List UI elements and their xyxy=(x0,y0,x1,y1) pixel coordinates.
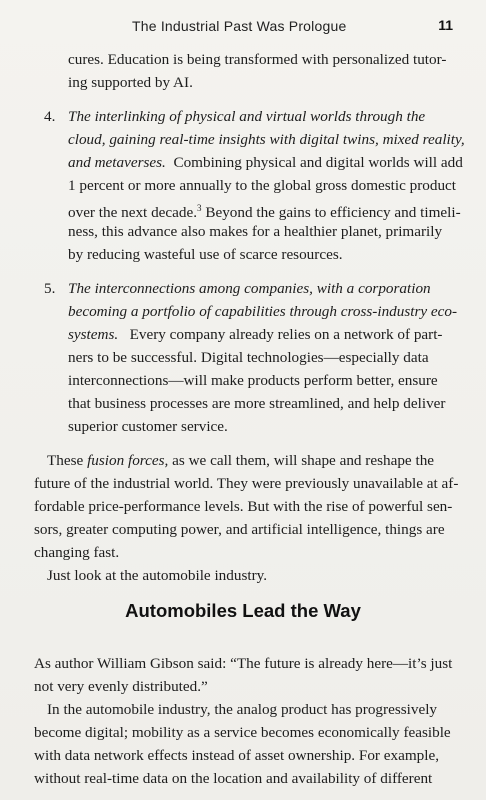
text-line xyxy=(68,323,443,347)
text-line: changing fast. xyxy=(34,544,120,561)
text-line: interconnections—will make products perform better, ensure xyxy=(68,372,438,389)
text-line xyxy=(47,449,434,473)
text-line: with data network effects instead of asset ownership. For example, xyxy=(34,747,440,764)
list-item-heading: The interconnections among companies, with a corporation xyxy=(68,280,431,297)
text-segment: Every company already relies on a network of part- xyxy=(118,326,443,343)
list-item-heading: becoming a portfolio of capabilities through cross-industry eco- xyxy=(68,303,458,320)
text-line: sors, greater computing power, and artificial intelligence, things are xyxy=(34,521,445,538)
text-line xyxy=(68,151,463,175)
text-line: future of the industrial world. They were previously unavailable at af- xyxy=(34,475,459,492)
text-line: ing supported by AI. xyxy=(68,74,193,91)
text-segment: over the next decade. xyxy=(68,204,198,221)
text-segment: as we call them, will shape and reshape the xyxy=(168,452,435,469)
text-line: become digital; mobility as a service becomes economically feasible xyxy=(34,724,451,741)
text-line: As author William Gibson said: “The future is already here—it’s just xyxy=(34,655,453,672)
list-number: 4. xyxy=(44,108,56,125)
text-line: ners to be successful. Digital technologies—especially data xyxy=(68,349,429,366)
text-line: fordable price-performance levels. But with the rise of powerful sen- xyxy=(34,498,453,515)
text-line: not very evenly distributed.” xyxy=(34,678,208,695)
list-item-heading: systems. xyxy=(68,326,119,343)
text-segment: These xyxy=(47,452,88,469)
emphasis: fusion forces, xyxy=(87,452,169,469)
text-line: Just look at the automobile industry. xyxy=(47,567,268,584)
text-segment: Beyond the gains to efficiency and timeli- xyxy=(201,204,461,221)
text-line: cures. Education is being transformed with personalized tutor- xyxy=(68,51,447,68)
text-line: In the automobile industry, the analog product has progressively xyxy=(47,701,438,718)
list-item-heading: and metaverses. xyxy=(68,154,166,171)
text-line: 1 percent or more annually to the global gross domestic product xyxy=(68,177,457,194)
text-segment: Combining physical and digital worlds will add xyxy=(165,154,463,171)
page-number: 11 xyxy=(438,17,453,33)
footnote-marker: 3 xyxy=(197,203,202,213)
list-number: 5. xyxy=(44,280,56,297)
text-line: by reducing wasteful use of scarce resources. xyxy=(68,246,343,263)
section-heading: Automobiles Lead the Way xyxy=(125,600,361,621)
text-line: superior customer service. xyxy=(68,418,228,435)
list-item-heading: The interlinking of physical and virtual worlds through the xyxy=(68,108,426,125)
text-line: ness, this advance also makes for a healthier planet, primarily xyxy=(68,223,443,240)
text-line: without real-time data on the location and availability of different xyxy=(34,770,433,787)
list-item-heading: cloud, gaining real-time insights with digital twins, mixed reality, xyxy=(68,131,465,148)
running-head-title: The Industrial Past Was Prologue xyxy=(132,18,347,34)
text-line: that business processes are more streamlined, and help deliver xyxy=(68,395,446,412)
